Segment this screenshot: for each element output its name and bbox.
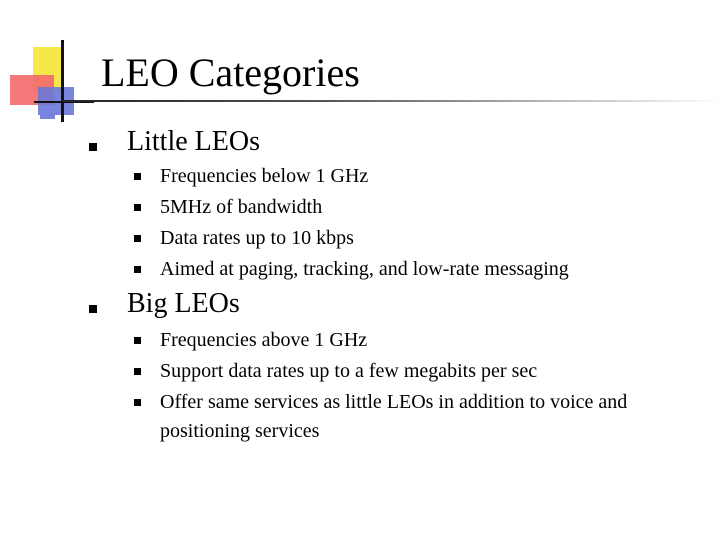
list-item: Support data rates up to a few megabits per sec — [160, 360, 538, 382]
square-bullet-icon — [89, 143, 97, 151]
list-item: Frequencies below 1 GHz — [160, 165, 369, 187]
logo-vertical-line — [61, 40, 64, 122]
square-bullet-icon — [134, 266, 141, 273]
slide-title: LEO Categories — [101, 50, 360, 95]
square-bullet-icon — [134, 173, 141, 180]
slide-logo-decoration — [0, 0, 100, 130]
list-item: Offer same services as little LEOs in addition to voice and positioning services — [160, 391, 628, 442]
square-bullet-icon — [134, 368, 141, 375]
logo-blue-square — [40, 106, 55, 119]
list-item: 5MHz of bandwidth — [160, 196, 323, 218]
list-item: Frequencies above 1 GHz — [160, 329, 368, 351]
square-bullet-icon — [134, 204, 141, 211]
list-item: Data rates up to 10 kbps — [160, 227, 354, 249]
square-bullet-icon — [134, 337, 141, 344]
square-bullet-icon — [134, 235, 141, 242]
square-bullet-icon — [89, 305, 97, 313]
section-heading-big-leos: Big LEOs — [127, 288, 240, 319]
section-heading-little-leos: Little LEOs — [127, 126, 260, 157]
title-underline — [62, 100, 720, 102]
list-item: Aimed at paging, tracking, and low-rate messaging — [160, 258, 569, 280]
square-bullet-icon — [134, 399, 141, 406]
